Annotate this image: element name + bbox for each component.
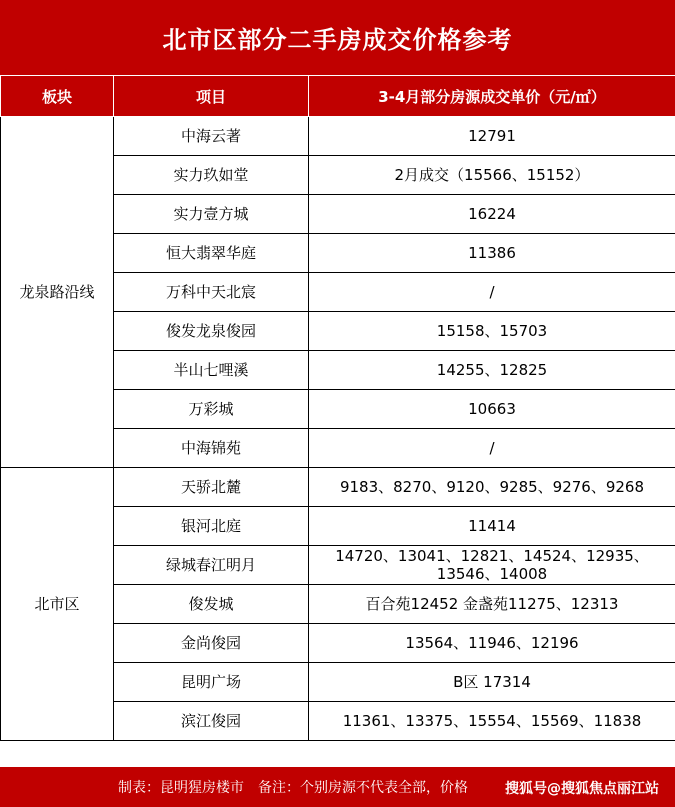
project-cell: 俊发城 [114, 585, 309, 624]
project-cell: 绿城春江明月 [114, 546, 309, 585]
price-cell: 百合苑12452 金盏苑11275、12313 [309, 585, 675, 624]
price-cell: 9183、8270、9120、9285、9276、9268 [309, 468, 675, 507]
header-project: 项目 [114, 76, 309, 117]
project-cell: 中海锦苑 [114, 429, 309, 468]
price-cell: 10663 [309, 390, 675, 429]
project-cell: 万彩城 [114, 390, 309, 429]
project-cell: 银河北庭 [114, 507, 309, 546]
project-cell: 万科中天北宸 [114, 273, 309, 312]
project-cell: 中海云著 [114, 117, 309, 156]
footer-note: 备注：个别房源不代表全部，价格 [258, 780, 468, 796]
project-cell: 滨江俊园 [114, 702, 309, 741]
price-cell: / [309, 273, 675, 312]
price-cell: 15158、15703 [309, 312, 675, 351]
price-cell: 11386 [309, 234, 675, 273]
price-cell: 16224 [309, 195, 675, 234]
footer-source: 制表：昆明猩房楼市 [118, 780, 244, 796]
header-region: 板块 [1, 76, 114, 117]
price-cell: 12791 [309, 117, 675, 156]
price-cell: / [309, 429, 675, 468]
price-cell: 11361、13375、15554、15569、11838 [309, 702, 675, 741]
page-title: 北市区部分二手房成交价格参考 [0, 0, 675, 75]
price-cell: 11414 [309, 507, 675, 546]
project-cell: 实力玖如堂 [114, 156, 309, 195]
table-row [1, 117, 675, 156]
watermark: 搜狐号@搜狐焦点丽江站 [505, 781, 659, 797]
table-row [1, 468, 675, 507]
region-cell: 龙泉路沿线 [1, 117, 114, 468]
project-cell: 恒大翡翠华庭 [114, 234, 309, 273]
project-cell: 天骄北麓 [114, 468, 309, 507]
header-price: 3-4月部分房源成交单价（元/㎡） [309, 76, 675, 117]
project-cell: 半山七哩溪 [114, 351, 309, 390]
price-cell: 2月成交（15566、15152） [309, 156, 675, 195]
footer-bar [0, 767, 675, 807]
project-cell: 俊发龙泉俊园 [114, 312, 309, 351]
price-cell: B区 17314 [309, 663, 675, 702]
project-cell: 金尚俊园 [114, 624, 309, 663]
table-body [1, 117, 675, 741]
price-cell: 13564、11946、12196 [309, 624, 675, 663]
price-table [0, 75, 675, 741]
project-cell: 昆明广场 [114, 663, 309, 702]
price-cell: 14720、13041、12821、14524、12935、13546、14008 [309, 546, 675, 585]
project-cell: 实力壹方城 [114, 195, 309, 234]
price-cell: 14255、12825 [309, 351, 675, 390]
table-header-row [1, 76, 675, 117]
region-cell: 北市区 [1, 468, 114, 741]
